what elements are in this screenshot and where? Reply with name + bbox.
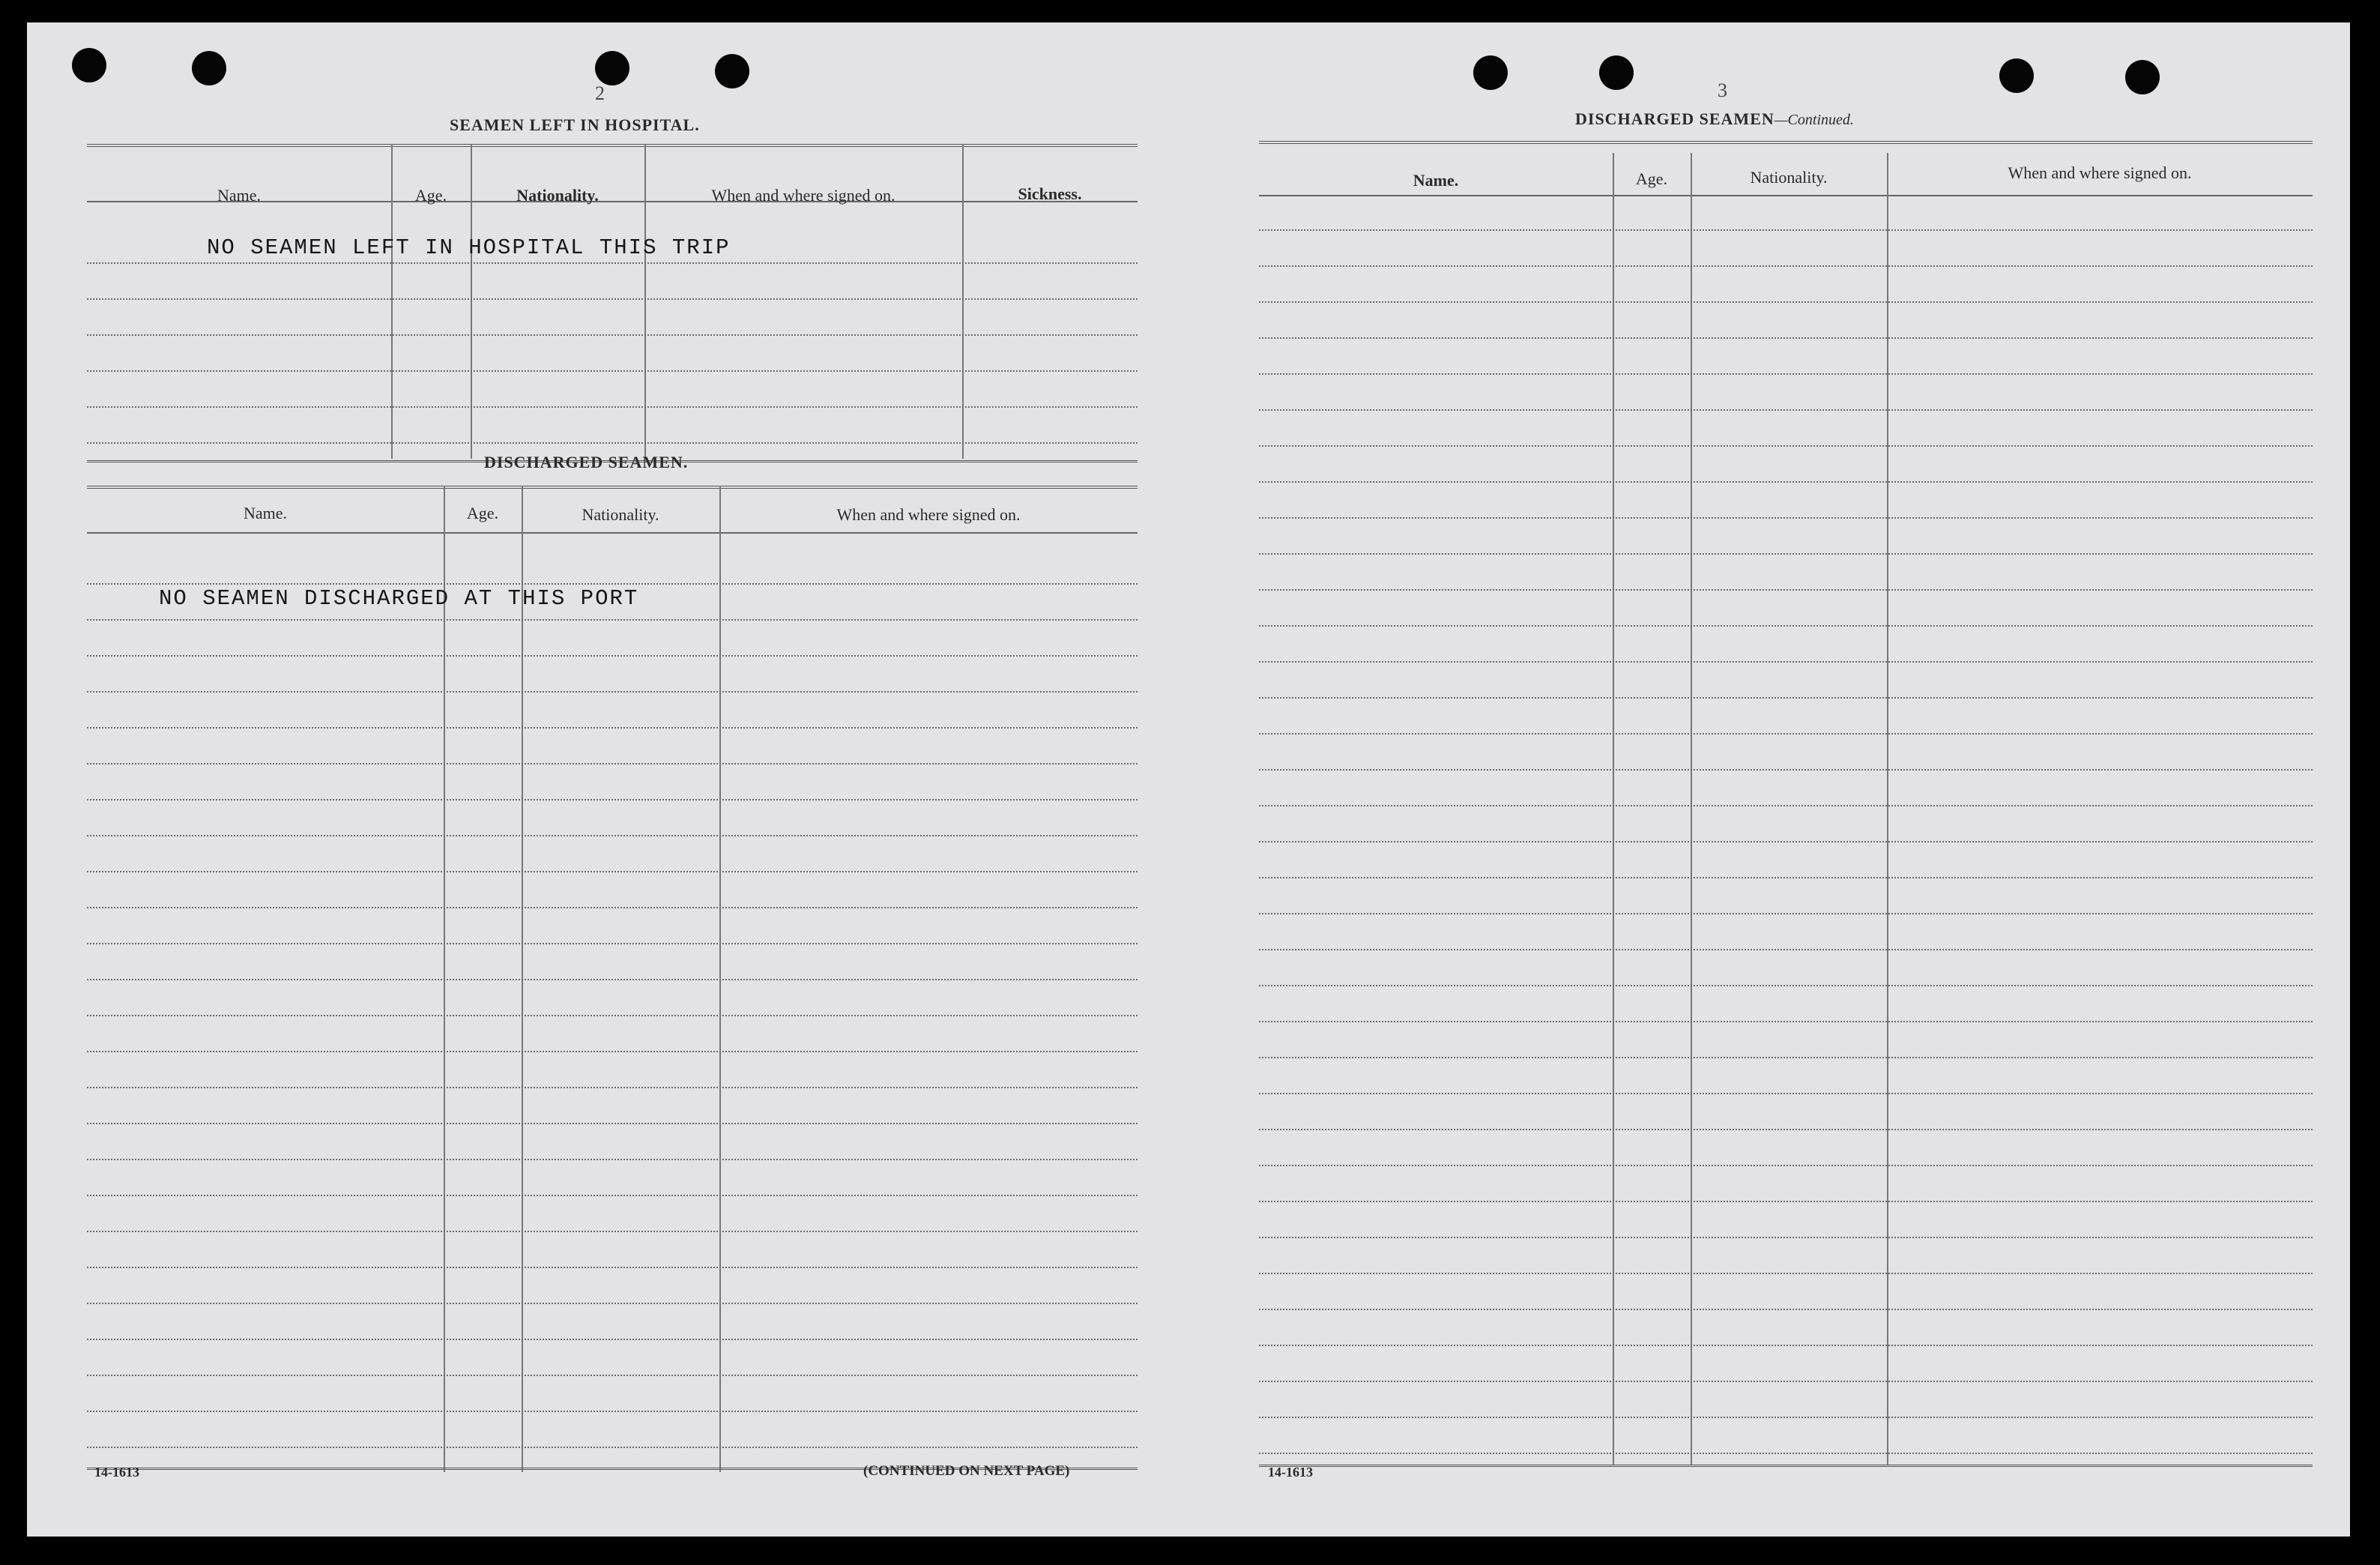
right-page	[1196, 22, 2350, 1537]
hospital-table	[87, 144, 1138, 463]
hospital-header-signed-on: When and where signed on.	[711, 186, 895, 205]
hospital-typed-entry: NO SEAMEN LEFT IN HOSPITAL THIS TRIP	[207, 235, 731, 260]
discharged-header-nationality: Nationality.	[582, 505, 659, 524]
continued-discharged-table	[1259, 141, 2313, 1468]
page-number: 3	[1718, 79, 1727, 101]
continued-header-age: Age.	[1635, 169, 1668, 188]
hospital-section-title: SEAMEN LEFT IN HOSPITAL.	[450, 115, 700, 134]
form-number: 14-1613	[1268, 1465, 1313, 1480]
discharged-section-title: DISCHARGED SEAMEN.	[484, 453, 689, 471]
continued-header-name: Name.	[1413, 171, 1459, 190]
hospital-header-nationality: Nationality.	[516, 186, 599, 205]
manifest-sheet	[27, 22, 2350, 1537]
discharged-header-age: Age.	[466, 504, 499, 522]
continued-title-text: DISCHARGED SEAMEN	[1575, 109, 1775, 128]
discharged-table	[87, 486, 1138, 1475]
discharged-header-name: Name.	[243, 504, 288, 522]
continued-note: (CONTINUED ON NEXT PAGE)	[863, 1463, 1070, 1479]
hospital-header-name: Name.	[217, 186, 262, 205]
form-number: 14-1613	[94, 1465, 139, 1480]
left-page	[27, 22, 1181, 1537]
continued-header-signed-on: When and where signed on.	[2008, 163, 2192, 182]
discharged-typed-entry: NO SEAMEN DISCHARGED AT THIS PORT	[159, 586, 639, 611]
hospital-header-age: Age.	[414, 186, 447, 205]
continued-section-title	[1575, 109, 1854, 129]
page-number: 2	[595, 82, 605, 104]
continued-title-suffix: —Continued.	[1774, 112, 1854, 128]
discharged-header-signed-on: When and where signed on.	[836, 505, 1021, 524]
continued-header-nationality: Nationality.	[1750, 168, 1828, 187]
hospital-header-sickness: Sickness.	[1018, 184, 1082, 203]
